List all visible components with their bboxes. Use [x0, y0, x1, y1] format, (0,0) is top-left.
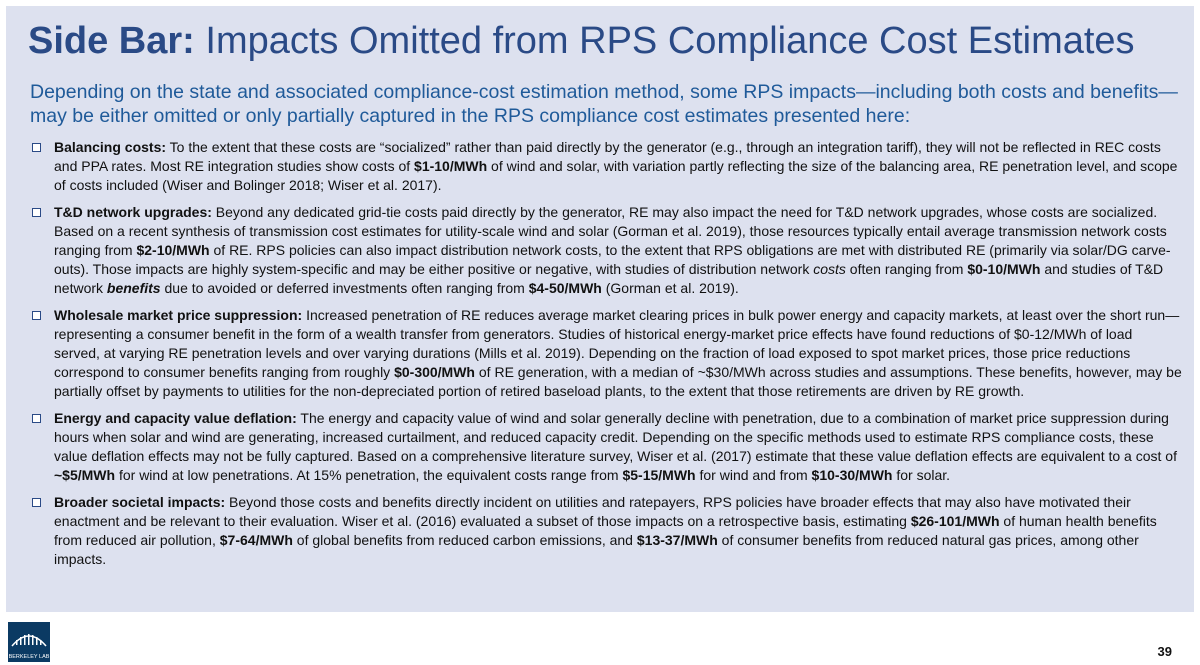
- bullet-text: To the extent that these costs are “socialized” rather than paid directly by the generator (e.g., through an integration tariff), they will not be reflected in REC costs and PPA rates. Most RE integration studies show costs of: [54, 139, 1161, 174]
- bullet-item: [32, 493, 1182, 569]
- bullet-item: [32, 203, 1182, 298]
- bullet-heading: Energy and capacity value deflation:: [54, 410, 297, 426]
- bullet-text: and studies of T&D network: [54, 261, 1164, 296]
- bullet-value: $0-300/MWh: [394, 364, 475, 380]
- bullet-value: $5-15/MWh: [622, 467, 696, 483]
- page-number: 39: [1157, 644, 1172, 659]
- bullet-value: $4-50/MWh: [528, 280, 602, 296]
- bullet-item: [32, 138, 1182, 195]
- bullet-heading: T&D network upgrades:: [54, 204, 212, 220]
- bullet-text: of global benefits from reduced carbon emissions, and: [292, 532, 637, 548]
- bullet-value: ~$5/MWh: [54, 467, 116, 483]
- bullet-text: of wind and solar, with variation partly reflecting the size of the balancing area, RE penetration level, and scope of costs included (Wiser and Bolinger 2018; Wiser et al. 2017).: [54, 158, 1178, 193]
- bullet-value: $10-30/MWh: [811, 467, 893, 483]
- title-prefix: Side Bar:: [28, 20, 195, 62]
- square-bullet-icon: [32, 143, 41, 152]
- bullet-text: due to avoided or deferred investments often ranging from: [160, 280, 529, 296]
- slide-title: [28, 20, 1135, 64]
- bullet-text: Beyond those costs and benefits directly incident on utilities and ratepayers, RPS policies have broader effects that may also have motivated their enactment and be relevant to their evaluation. Wiser et al. (2016) evaluated a subset of those impacts on a retrospective basis, estimating: [54, 494, 1131, 529]
- square-bullet-icon: [32, 311, 41, 320]
- logo-text: BERKELEY LAB: [8, 654, 50, 660]
- bullet-heading: Balancing costs:: [54, 139, 167, 155]
- square-bullet-icon: [32, 414, 41, 423]
- bullet-list: [32, 138, 1182, 577]
- bullet-value: $26-101/MWh: [910, 513, 1000, 529]
- bullet-value: $7-64/MWh: [219, 532, 293, 548]
- bullet-value: $1-10/MWh: [414, 158, 488, 174]
- bullet-text: Increased penetration of RE reduces average market clearing prices in bulk power energy and capacity markets, at least over the short run—representing a consumer benefit in the form of a wealth transfer from generators. Studies of historical energy-market price effects have found reductions of $0-12/MWh of load served, at varying RE penetration levels and over varying durations (Mills et al. 2019). Depending on the fraction of load exposed to spot market prices, those price reductions correspond to consumer benefits ranging from roughly: [54, 307, 1180, 380]
- bullet-heading: Broader societal impacts:: [54, 494, 226, 510]
- bullet-value: benefits: [106, 280, 161, 296]
- berkeley-lab-logo: [8, 622, 50, 662]
- bullet-text: of RE generation, with a median of ~$30/MWh across studies and assumptions. These benefits, however, may be partially offset by payments to utilities for the non-depreciated portion of retired baseload plants, to the extent that those retirements are driven by RE growth.: [54, 364, 1182, 399]
- bullet-text: The energy and capacity value of wind and solar generally decline with penetration, due to a combination of market price suppression during hours when solar and wind are generating, increased curtailment, and reduced capacity credit. Depending on the specific methods used to estimate RPS compliance costs, these value deflation effects may not be fully captured. Based on a comprehensive literature survey, Wiser et al. (2017) estimate that these value deflation effects are equivalent to a cost of: [54, 410, 1177, 464]
- bullet-heading: Wholesale market price suppression:: [54, 307, 303, 323]
- square-bullet-icon: [32, 208, 41, 217]
- sidebar-panel: [6, 6, 1194, 612]
- bullet-item: [32, 409, 1182, 485]
- bullet-text: Beyond any dedicated grid-tie costs paid directly by the generator, RE may also impact the need for T&D network upgrades, whose costs are socialized. Based on a recent synthesis of transmission cost estimates for utility-scale wind and solar (Gorman et al. 2019), those resources typically entail average transmission network costs ranging from: [54, 204, 1167, 258]
- bullet-text: (Gorman et al. 2019).: [601, 280, 739, 296]
- bullet-text: of human health benefits from reduced air pollution,: [54, 513, 1157, 548]
- bullet-text: costs: [813, 261, 846, 277]
- bullet-value: $2-10/MWh: [136, 242, 210, 258]
- bullet-text: of RE. RPS policies can also impact distribution network costs, to the extent that RPS obligations are met with distributed RE (primarily via solar/DG carve-outs). Those impacts are highly system-specific and may be either positive or negative, with studies of distribution network: [54, 242, 1171, 277]
- intro-text: Depending on the state and associated compliance-cost estimation method, some RPS impacts—including both costs and benefits—may be either omitted or only partially captured in the RPS compliance cost estimates presented here:: [30, 81, 1178, 127]
- bullet-text: for solar.: [892, 467, 951, 483]
- bullet-text: of consumer benefits from reduced natural gas prices, among other impacts.: [54, 532, 1139, 567]
- bullet-value: $13-37/MWh: [636, 532, 718, 548]
- bullet-text: often ranging from: [845, 261, 968, 277]
- square-bullet-icon: [32, 498, 41, 507]
- bullet-text: for wind at low penetrations. At 15% penetration, the equivalent costs range from: [115, 467, 623, 483]
- bullet-item: [32, 306, 1182, 401]
- title-text: Impacts Omitted from RPS Compliance Cost Estimates: [194, 20, 1135, 62]
- bullet-value: $0-10/MWh: [967, 261, 1041, 277]
- bullet-text: for wind and from: [695, 467, 812, 483]
